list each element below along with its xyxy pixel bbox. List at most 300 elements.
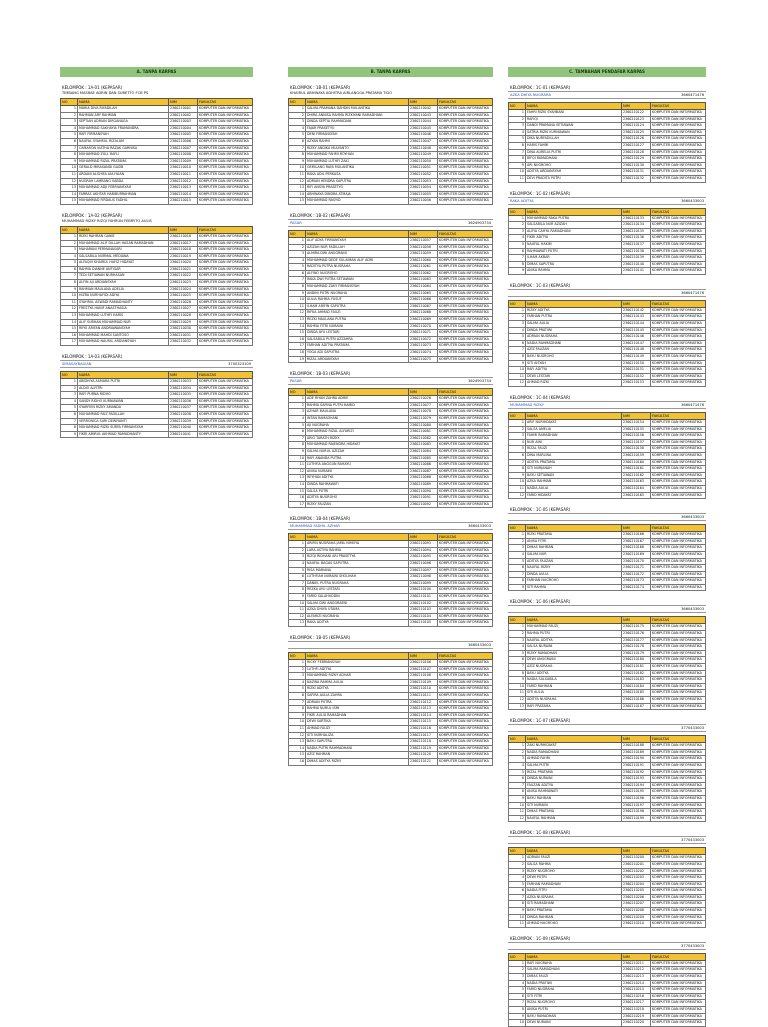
group-contact-row [508,836,706,844]
table-row [509,321,706,328]
column-header: NIM [409,534,438,541]
row-number: 1 [509,420,526,427]
member-faculty: KOMPUTER DAN INFORMATIKA [198,332,253,339]
row-number: 11 [61,171,78,178]
member-faculty: KOMPUTER DAN INFORMATIKA [651,466,706,473]
member-nim: 2360210111 [409,692,438,699]
member-faculty: KOMPUTER DAN INFORMATIKA [438,554,493,561]
member-nim: 2360210007 [169,145,198,152]
member-faculty: KOMPUTER DAN INFORMATIKA [438,660,493,667]
group-contact-link[interactable]: SIMASAYBAGIAN [62,362,92,366]
row-number: 3 [509,756,526,763]
group-contact-code: 3660433003 [681,198,704,203]
member-faculty: KOMPUTER DAN INFORMATIKA [651,261,706,268]
table-row [509,789,706,796]
member-name: RIZKY FAUZAN [306,501,409,508]
group-contact-code: 3624903734 [468,220,491,225]
table-row [289,587,493,594]
member-nim: 2360210178 [622,644,651,651]
table-row [509,433,706,440]
column-header: NIM [622,413,651,420]
member-name: BAYU NUGROHO [526,354,622,361]
group-contact-link[interactable]: MUHAMMAD FADHIL AZHAR [290,524,340,529]
member-faculty: KOMPUTER DAN INFORMATIKA [438,692,493,699]
table-row [61,138,253,145]
table-row [289,739,493,746]
member-nim: 2360210015 [169,198,198,205]
row-number: 5 [509,136,526,143]
member-nim: 2360210141 [622,268,651,275]
column-header: NAMA [306,534,409,541]
row-number: 9 [289,594,306,601]
table-header-row [61,226,253,233]
member-faculty: KOMPUTER DAN INFORMATIKA [198,326,253,333]
column-header: NO [509,953,526,960]
row-number: 9 [509,360,526,367]
member-nim: 2360210105 [409,620,438,627]
group-block [60,85,253,205]
member-faculty: KOMPUTER DAN INFORMATIKA [651,169,706,176]
member-nim: 2360210189 [622,749,651,756]
group-block [60,354,253,438]
table-row [289,290,493,297]
row-number: 12 [61,178,78,185]
member-faculty: KOMPUTER DAN INFORMATIKA [198,253,253,260]
member-nim: 2360210058 [409,244,438,251]
member-faculty: KOMPUTER DAN INFORMATIKA [438,415,493,422]
member-name: RISA MARIANA [306,567,409,574]
member-name: MUHAMMAD RIZKY ADHAR [306,673,409,680]
row-number: 4 [289,561,306,568]
member-nim: 2360210084 [409,448,438,455]
table-row [509,861,706,868]
member-faculty: KOMPUTER DAN INFORMATIKA [651,815,706,822]
member-name: RADITYA PUTRA NUGRAHA [306,264,409,271]
column-header: FAKULTAS [438,230,493,237]
table-row [61,247,253,254]
member-name: DEWI ANGGRAINI [526,657,622,664]
table-row [61,379,253,386]
member-nim: 2360210035 [169,392,198,399]
row-number: 14 [289,191,306,198]
row-number: 5 [509,241,526,248]
member-name: ANISA PUTRI [526,1007,622,1014]
group-contact-link[interactable]: AZKA DHIYA NUGRAHA [510,93,551,97]
table-row [289,415,493,422]
member-faculty: KOMPUTER DAN INFORMATIKA [198,132,253,139]
row-number: 1 [509,855,526,862]
member-name: RIFKI ARIFAN ANDRIAWANSYAH [78,326,169,333]
member-nim: 2360210088 [409,475,438,482]
row-number: 5 [509,987,526,994]
group-title: KELOMPOK : 1B-05 (KEPASAR) [290,635,351,640]
group-contact-code: 3660433003 [468,643,491,647]
row-number: 8 [61,425,78,432]
row-number: 2 [509,538,526,545]
member-nim: 2360210173 [622,578,651,585]
member-name: FARID HIDAYAT [526,492,622,499]
member-name: RIFQI RAMADHANI [526,156,622,163]
table-row [509,538,706,545]
member-name: ABHINAYA DINDRA ATMAJA [306,191,409,198]
table-row [509,479,706,486]
member-faculty: KOMPUTER DAN INFORMATIKA [651,1007,706,1014]
column-header: NIM [622,103,651,110]
member-nim: 2360210001 [169,106,198,113]
group-block [508,599,706,710]
member-faculty: KOMPUTER DAN INFORMATIKA [438,257,493,264]
member-faculty: KOMPUTER DAN INFORMATIKA [438,547,493,554]
group-contact-code: 3770433003 [681,943,704,948]
table-row [509,116,706,123]
row-number: 12 [509,815,526,822]
member-nim: 2360210032 [169,339,198,346]
row-number: 1 [61,379,78,386]
table-row [509,670,706,677]
member-name: FIKRI AMIRUL AKHMAD RAMADHANTY [78,431,169,438]
group-contact-row [288,522,493,530]
table-row [509,156,706,163]
table-row [289,409,493,416]
member-table [508,300,706,387]
group-title: KELOMPOK : 1C-04 (KEPASAR) [510,395,571,400]
member-nim: 2360210155 [622,426,651,433]
table-header-row [61,99,253,106]
row-number: 9 [289,158,306,165]
group-contact-link[interactable]: PASAR [290,379,302,384]
member-faculty: KOMPUTER DAN INFORMATIKA [438,138,493,145]
member-nim: 2360210009 [169,158,198,165]
row-number: 3 [509,974,526,981]
member-name: SITI AULIA [526,690,622,697]
member-nim: 2360210168 [622,545,651,552]
member-name: RIZKY ADITYA [526,307,622,314]
member-faculty: KOMPUTER DAN INFORMATIKA [651,420,706,427]
row-number: 9 [289,712,306,719]
table-row [289,270,493,277]
member-nim: 2360210044 [409,119,438,126]
row-number: 7 [509,459,526,466]
member-faculty: KOMPUTER DAN INFORMATIKA [651,485,706,492]
row-number: 6 [509,248,526,255]
member-nim: 2360210125 [622,129,651,136]
table-row [289,237,493,244]
member-name: ALIFIA CAHYA RAMADHANI [526,228,622,235]
member-name: DEWI SARTIKA [306,719,409,726]
table-row [289,706,493,713]
member-faculty: KOMPUTER DAN INFORMATIKA [651,479,706,486]
member-nim: 2360210068 [409,310,438,317]
member-faculty: KOMPUTER DAN INFORMATIKA [438,686,493,693]
row-number: 6 [289,429,306,436]
table-row [61,405,253,412]
member-faculty: KOMPUTER DAN INFORMATIKA [651,683,706,690]
group-contact-row [508,91,706,99]
member-faculty: KOMPUTER DAN INFORMATIKA [651,321,706,328]
table-row [509,1013,706,1020]
row-number: 8 [509,670,526,677]
member-nim: 2360210011 [169,171,198,178]
table-row [509,459,706,466]
table-row [289,567,493,574]
member-name: ALFIN AJI ARDIANSYAH [78,280,169,287]
member-faculty: KOMPUTER DAN INFORMATIKA [438,171,493,178]
table-row [61,112,253,119]
row-number: 16 [289,758,306,765]
member-name: AHMAD FAHRI [526,756,622,763]
table-row [509,743,706,750]
table-row [289,666,493,673]
member-name: NADIA PRATIWI [526,980,622,987]
member-faculty: KOMPUTER DAN INFORMATIKA [438,303,493,310]
member-nim: 2360210174 [622,584,651,591]
column-header: NAMA [306,99,409,106]
table-row [61,319,253,326]
member-name: TEDI SETIAWAN NURHASAN [78,273,169,280]
member-name: RAHMAN MAULANA ADELIA [78,286,169,293]
member-faculty: KOMPUTER DAN INFORMATIKA [438,429,493,436]
member-nim: 2360210198 [622,809,651,816]
member-name: RIZKI PRATAMA [526,532,622,539]
group-contact-link[interactable]: RAKA ADITYA [510,198,534,203]
column-header: NO [509,525,526,532]
member-nim: 2360210029 [169,319,198,326]
member-faculty: KOMPUTER DAN INFORMATIKA [651,789,706,796]
table-row [289,462,493,469]
table-header-row [509,953,706,960]
table-header-row [509,525,706,532]
member-faculty: KOMPUTER DAN INFORMATIKA [651,650,706,657]
member-name: MUHAMMAD RIZAL ALFARIZI [306,429,409,436]
table-row [289,125,493,132]
row-number: 6 [289,692,306,699]
column-c [508,67,706,1027]
table-row [509,439,706,446]
row-number: 13 [289,739,306,746]
member-faculty: KOMPUTER DAN INFORMATIKA [651,149,706,156]
table-row [509,697,706,704]
table-row [509,782,706,789]
member-faculty: KOMPUTER DAN INFORMATIKA [438,237,493,244]
row-number: 4 [289,679,306,686]
member-name: DIKA NURFADILLAH [526,136,622,143]
table-row [289,660,493,667]
section-banner: A. TANPA KARPAS [60,67,253,77]
column-header: NO [61,372,78,379]
row-number: 2 [289,244,306,251]
member-name: ALFAQIH KHAIRUL HAFIZ HIDAYAT [78,260,169,267]
member-table [508,524,706,591]
column-header: FAKULTAS [651,848,706,855]
row-number: 6 [509,993,526,1000]
row-number: 4 [61,398,78,405]
member-name: ARIF NURHIDAYAT [526,420,622,427]
row-number: 3 [509,433,526,440]
member-name: ANDINI PUTRI NUGRAHA [306,290,409,297]
member-faculty: KOMPUTER DAN INFORMATIKA [438,435,493,442]
table-row [509,584,706,591]
table-row [509,960,706,967]
table-row [509,228,706,235]
row-number: 15 [289,488,306,495]
member-nim: 2360210213 [622,974,651,981]
member-name: ALMIRA DWI ANGGRAINI [306,251,409,258]
column-header: FAKULTAS [198,372,253,379]
member-nim: 2360210144 [622,321,651,328]
member-name: ANISA NURAINI [306,468,409,475]
member-nim: 2360210143 [622,314,651,321]
member-nim: 2360210201 [622,861,651,868]
member-name: ARIFIN NUGRAHA JAMIL NIMOYA [306,541,409,548]
member-faculty: KOMPUTER DAN INFORMATIKA [651,380,706,387]
row-number: 1 [61,106,78,113]
member-nim: 2360210097 [409,567,438,574]
member-faculty: KOMPUTER DAN INFORMATIKA [438,284,493,291]
row-number: 14 [289,481,306,488]
member-faculty: KOMPUTER DAN INFORMATIKA [198,119,253,126]
row-number: 5 [509,881,526,888]
member-faculty: KOMPUTER DAN INFORMATIKA [438,462,493,469]
member-nim: 2360210117 [409,732,438,739]
member-table [288,388,493,508]
member-faculty: KOMPUTER DAN INFORMATIKA [651,703,706,710]
group-contact-link[interactable]: MUHAMMAD RIZKY [510,403,544,407]
member-name: LARA ASTIYA RAHMA [306,547,409,554]
group-contact-link[interactable]: PASAR [290,220,302,225]
member-nim: 2360210209 [622,914,651,921]
member-nim: 2360210089 [409,481,438,488]
column-header: FAKULTAS [651,953,706,960]
column-header: NAMA [306,653,409,660]
member-faculty: KOMPUTER DAN INFORMATIKA [438,580,493,587]
table-row [289,132,493,139]
row-number: 7 [61,145,78,152]
column-header: FAKULTAS [651,525,706,532]
member-name: CAMARON VIATHA RAZAK GARNISA [78,145,169,152]
row-number: 5 [61,132,78,139]
row-number: 5 [289,686,306,693]
member-faculty: KOMPUTER DAN INFORMATIKA [198,185,253,192]
group-contact-row [508,197,706,205]
member-name: SANDY RIDHO KURNIAWAN [78,398,169,405]
member-faculty: KOMPUTER DAN INFORMATIKA [438,574,493,581]
member-name: SALSA PUTRI [306,488,409,495]
row-number: 1 [61,233,78,240]
row-number: 1 [509,743,526,750]
member-nim: 2360210156 [622,433,651,440]
column-header: NO [289,653,306,660]
member-nim: 2360210214 [622,980,651,987]
row-number: 10 [509,1020,526,1027]
table-row [509,149,706,156]
column-header: FAKULTAS [438,653,493,660]
row-number: 5 [289,264,306,271]
member-name: BAYU RAMADHAN [526,1013,622,1020]
member-faculty: KOMPUTER DAN INFORMATIKA [438,455,493,462]
member-nim: 2360210100 [409,587,438,594]
member-name: MUHAMMAD RAJENDRA HIDAYAT [306,442,409,449]
member-name: SITI NURJANAH [526,466,622,473]
member-faculty: KOMPUTER DAN INFORMATIKA [438,468,493,475]
member-nim: 2360210215 [622,987,651,994]
member-faculty: KOMPUTER DAN INFORMATIKA [438,251,493,258]
column-header: NAMA [78,372,169,379]
table-row [289,198,493,205]
member-nim: 2360210139 [622,255,651,262]
member-nim: 2360210217 [622,1000,651,1007]
column-header: NIM [169,99,198,106]
row-number: 5 [289,567,306,574]
row-number: 11 [509,175,526,182]
column-header: NO [61,226,78,233]
table-row [509,248,706,255]
row-number: 1 [509,215,526,222]
column-header: NO [509,103,526,110]
row-number: 2 [61,240,78,247]
column-header: FAKULTAS [198,99,253,106]
row-number: 11 [289,607,306,614]
table-row [509,967,706,974]
table-row [289,600,493,607]
group-title: KELOMPOK : 1B-01 (KEPASAR) [290,85,351,90]
member-faculty: KOMPUTER DAN INFORMATIKA [198,125,253,132]
group-title: KELOMPOK : 1C-08 (KEPASAR) [510,830,571,836]
member-faculty: KOMPUTER DAN INFORMATIKA [198,339,253,346]
row-number: 3 [289,251,306,258]
member-name: NADIA FITRI [526,888,622,895]
row-number: 12 [61,306,78,313]
member-name: AZIZAH NUR FADILLAH [306,244,409,251]
member-name: ALIF SUBHAN MUHAMMAD NUR [78,319,169,326]
member-faculty: KOMPUTER DAN INFORMATIKA [198,392,253,399]
member-name: MUHAMMAD RASYID [306,198,409,205]
member-faculty: KOMPUTER DAN INFORMATIKA [438,198,493,205]
member-name: ILHAM AKBAR [526,255,622,262]
row-number: 10 [509,367,526,374]
member-name: RIFI ANSYA PRASETYO [306,185,409,192]
member-nim: 2360210086 [409,462,438,469]
member-nim: 2360210121 [409,758,438,765]
table-row [509,776,706,783]
member-faculty: KOMPUTER DAN INFORMATIKA [438,152,493,159]
table-row [61,299,253,306]
member-faculty: KOMPUTER DAN INFORMATIKA [198,379,253,386]
member-faculty: KOMPUTER DAN INFORMATIKA [651,360,706,367]
row-number: 4 [289,257,306,264]
table-row [61,306,253,313]
row-number: 5 [509,650,526,657]
member-faculty: KOMPUTER DAN INFORMATIKA [438,442,493,449]
member-faculty: KOMPUTER DAN INFORMATIKA [651,960,706,967]
row-number: 2 [61,385,78,392]
column-header: NO [509,413,526,420]
member-name: SALSABILA NUR AZIZAH [526,222,622,229]
table-row [289,106,493,113]
member-nim: 2360210023 [169,280,198,287]
member-faculty: KOMPUTER DAN INFORMATIKA [651,373,706,380]
member-name: RAHMAWATI PUTRI [526,248,622,255]
row-number: 8 [289,284,306,291]
table-header-row [509,208,706,215]
row-number: 10 [289,297,306,304]
member-name: SALSA NURAINI [526,644,622,651]
member-name: RICKY FEBRIANSYAH [306,660,409,667]
member-nim: 2360210031 [169,332,198,339]
table-row [289,613,493,620]
member-name: BAYU PRATAMA [526,908,622,915]
member-faculty: KOMPUTER DAN INFORMATIKA [198,280,253,287]
table-row [509,360,706,367]
